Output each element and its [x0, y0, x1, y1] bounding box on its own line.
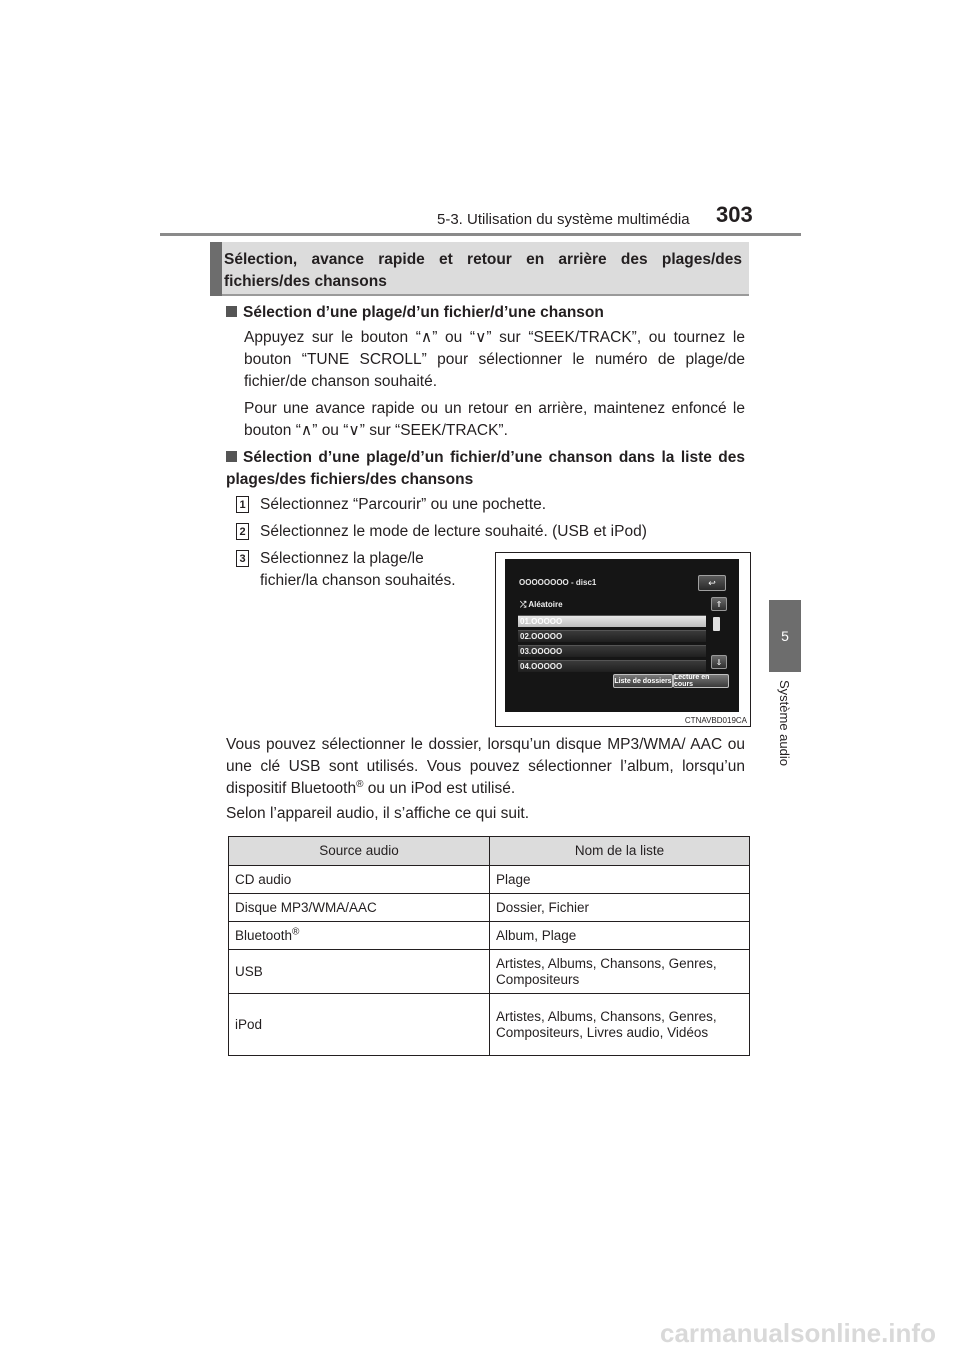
section-title: Sélection, avance rapide et retour en arrière des plages/des fichiers/des chansons	[224, 251, 742, 290]
table-cell: Disque MP3/WMA/AAC	[229, 894, 490, 922]
section-title-bar	[210, 242, 222, 296]
track-row[interactable]: 04.OOOOO	[518, 660, 706, 672]
subheading-2	[226, 447, 745, 491]
table-header-row	[229, 837, 750, 866]
table-cell: iPod	[229, 994, 490, 1056]
scroll-down-button[interactable]	[711, 655, 727, 669]
now-playing-button[interactable]: Lecture en cours	[673, 674, 729, 688]
table-row	[229, 894, 750, 922]
scroll-up-button[interactable]	[711, 597, 727, 611]
random-label: Aléatoire	[528, 600, 563, 609]
chapter-tab-label: Système audio	[777, 680, 792, 766]
paragraph-folder-album-tail: ou un iPod est utilisé.	[363, 780, 516, 797]
track-row[interactable]: 03.OOOOO	[518, 645, 706, 657]
table-cell: Album, Plage	[490, 922, 750, 950]
step-number-1: 1	[236, 496, 249, 513]
table-row	[229, 922, 750, 950]
track-row[interactable]: 02.OOOOO	[518, 630, 706, 642]
back-button[interactable]	[698, 575, 726, 591]
table-cell: CD audio	[229, 866, 490, 894]
figure-code: CTNAVBD019CA	[684, 716, 747, 725]
table-row	[229, 866, 750, 894]
table-cell	[229, 922, 490, 950]
running-header-section: 5-3. Utilisation du système multimédia	[437, 211, 690, 228]
arrow-up-icon: ⇑	[715, 599, 723, 609]
track-row[interactable]: 01.OOOOO	[518, 615, 706, 627]
paragraph-fast-forward: Pour une avance rapide ou un retour en arrière, maintenez enfoncé le bouton “∧” ou “∨” sur “SEEK/TRACK”.	[244, 400, 745, 439]
shuffle-icon: ⤮	[520, 600, 529, 609]
subheading-1	[226, 302, 751, 324]
step-2-text: Sélectionnez le mode de lecture souhaité. (USB et iPod)	[260, 523, 647, 540]
step-1-text: Sélectionnez “Parcourir” ou une pochette.	[260, 496, 547, 513]
table-cell: Plage	[490, 866, 750, 894]
scrollbar-thumb[interactable]	[713, 617, 720, 631]
subheading-1-text: Sélection d’une plage/d’un fichier/d’une chanson	[243, 304, 604, 321]
table-row	[229, 950, 750, 994]
paragraph-folder-album	[226, 734, 745, 800]
paragraph-folder-album-main: Vous pouvez sélectionner le dossier, lorsqu’un disque MP3/WMA/ AAC ou une clé USB sont utilisés. Vous pouvez sélectionner l’album, lorsqu’un dispositif Bluetooth	[226, 736, 745, 797]
paragraph-seek-track: Appuyez sur le bouton “∧” ou “∨” sur “SEEK/TRACK”, ou tournez le bouton “TUNE SCROLL” pour sélectionner le numéro de plage/de fichier/de chanson souhaité.	[244, 329, 745, 390]
subheading-2-text: Sélection d’une plage/d’un fichier/d’une chanson dans la liste des plages/des fichiers/des chansons	[226, 449, 745, 488]
paragraph-device-list: Selon l’appareil audio, il s’affiche ce qui suit.	[226, 805, 530, 822]
table-row	[229, 994, 750, 1056]
page-number: 303	[716, 202, 753, 227]
table-cell: Artistes, Albums, Chansons, Genres, Compositeurs	[490, 950, 750, 994]
registered-mark: ®	[292, 926, 300, 937]
multimedia-screen	[505, 559, 739, 712]
header-rule	[160, 233, 801, 236]
chapter-number: 5	[781, 628, 789, 644]
screen-title: OOOOOOOO - disc1	[519, 578, 597, 587]
source-list-table	[228, 836, 750, 1056]
folder-list-button[interactable]: Liste de dossiers	[613, 674, 673, 688]
screen-illustration	[495, 552, 751, 727]
registered-mark: ®	[356, 778, 364, 790]
back-arrow-icon: ↩	[708, 577, 716, 588]
table-cell: Artistes, Albums, Chansons, Genres, Compositeurs, Livres audio, Vidéos	[490, 994, 750, 1056]
bullet-square-icon	[226, 451, 237, 462]
step-3-text: Sélectionnez la plage/le fichier/la chanson souhaités.	[260, 550, 456, 589]
random-row[interactable]	[518, 599, 706, 611]
bullet-square-icon	[226, 306, 237, 317]
step-number-2: 2	[236, 523, 249, 540]
header-list-name: Nom de la liste	[490, 837, 750, 866]
table-cell: Dossier, Fichier	[490, 894, 750, 922]
header-source: Source audio	[229, 837, 490, 866]
section-title-box	[210, 242, 749, 296]
table-cell: USB	[229, 950, 490, 994]
arrow-down-icon: ⇓	[715, 657, 723, 667]
step-number-3: 3	[236, 550, 249, 567]
bluetooth-label: Bluetooth	[235, 927, 293, 943]
watermark: carmanualsonline.info	[660, 1318, 936, 1348]
chapter-tab	[769, 600, 801, 672]
